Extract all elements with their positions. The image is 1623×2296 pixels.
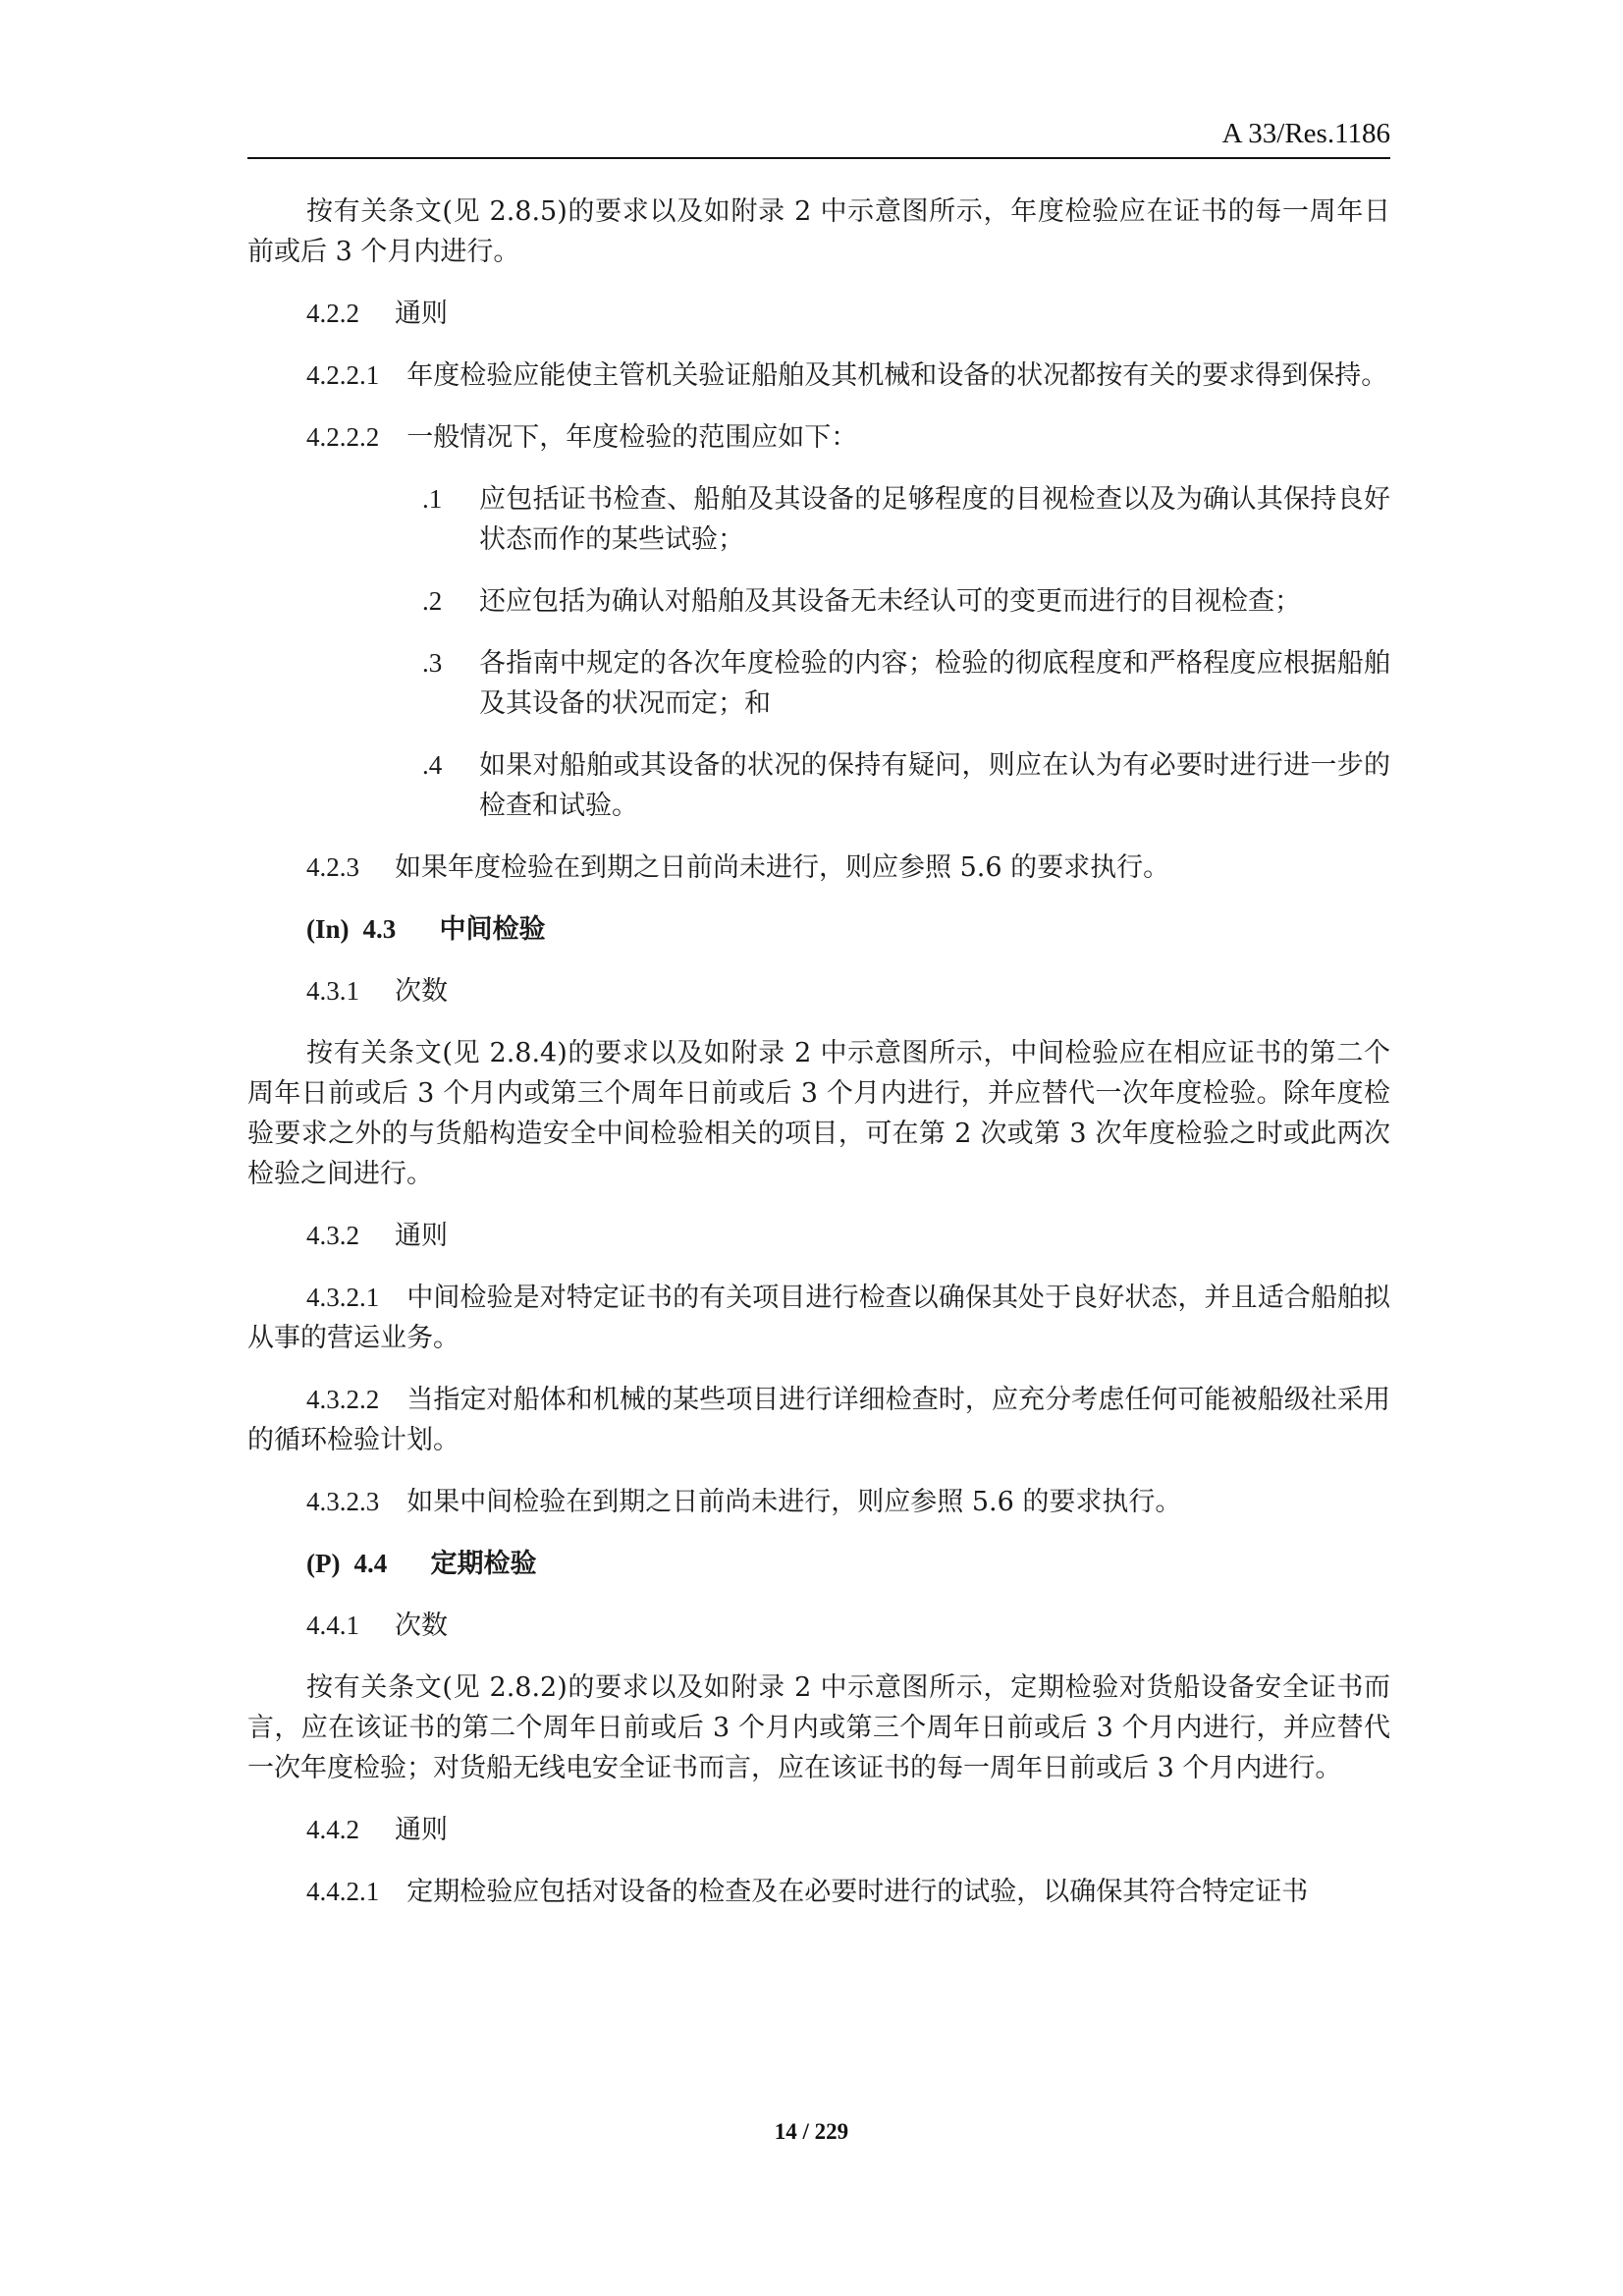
heading-title: 定期检验: [430, 1549, 537, 1579]
paragraph-text: 定期检验应包括对设备的检查及在必要时进行的试验，以确保其符合特定证书: [406, 1877, 1309, 1907]
list-item-marker: .4: [422, 750, 443, 780]
header-rule: [247, 157, 1390, 159]
paragraph-number: 4.2.2.2: [306, 422, 380, 452]
section-number: 4.3.2: [306, 1221, 359, 1250]
list-item-marker: .3: [422, 648, 443, 678]
paragraph-number: 4.3.2.3: [306, 1487, 380, 1516]
section-title: 次数: [395, 976, 448, 1007]
section-4-4-2: [306, 1810, 1390, 1850]
paragraph-4-4-1: 按有关条文(见 2.8.2)的要求以及如附录 2 中示意图所示，定期检验对货船设备安全证书而言，应在该证书的第二个周年日前或后 3 个月内或第三个周年日前或后 3 个月内进行，并应替代一次年度检验；对货船无线电安全证书而言，应在该证书的每一周年日前或后 3 个月内进行。: [247, 1672, 1390, 1783]
heading-number: 4.4: [353, 1549, 388, 1578]
paragraph-4-4-2-1: [247, 1872, 1390, 1912]
paragraph-4-3-1: 按有关条文(见 2.8.4)的要求以及如附录 2 中示意图所示，中间检验应在相应证书的第二个周年日前或后 3 个月内或第三个周年日前或后 3 个月内进行，并应替代一次年度检验。除年度检验要求之外的与货船构造安全中间检验相关的项目，可在第 2 次或第 3 次年度检验之时或此两次检验之间进行。: [247, 1038, 1390, 1189]
section-title: 次数: [395, 1611, 448, 1641]
section-4-3-1: [306, 971, 1390, 1011]
section-number: 4.4.1: [306, 1611, 359, 1640]
heading-tag: (In): [306, 914, 350, 944]
heading-4-4: [306, 1544, 1390, 1584]
paragraph-text: 当指定对船体和机械的某些项目进行详细检查时，应充分考虑任何可能被船级社采用的循环检验计划。: [247, 1385, 1390, 1455]
heading-tag: (P): [306, 1549, 341, 1578]
section-text: 如果年度检验在到期之日前尚未进行，则应参照 5.6 的要求执行。: [395, 852, 1170, 883]
paragraph-4-3-2-1: [247, 1278, 1390, 1358]
paragraph-number: 4.3.2.1: [306, 1283, 380, 1312]
list-item: [247, 745, 1390, 826]
list-item-marker: .1: [422, 484, 443, 514]
list-item-text: 还应包括为确认对船舶及其设备无未经认可的变更而进行的目视检查；: [479, 586, 1301, 617]
paragraph-4-2-2-2: [247, 417, 1390, 458]
section-number: 4.2.2: [306, 299, 359, 328]
page-content: [247, 191, 1390, 1934]
section-4-2-2: [306, 294, 1390, 334]
paragraph-text: 如果中间检验在到期之日前尚未进行，则应参照 5.6 的要求执行。: [406, 1487, 1182, 1517]
heading-title: 中间检验: [439, 914, 546, 945]
paragraph-4-2-2-1: [247, 355, 1390, 396]
section-number: 4.3.1: [306, 976, 359, 1006]
list-item-marker: .2: [422, 586, 443, 616]
list-item: [247, 643, 1390, 724]
section-4-4-1: [306, 1606, 1390, 1646]
paragraph-number: 4.3.2.2: [306, 1385, 380, 1414]
section-4-2-3: [306, 847, 1390, 888]
paragraph-text: 中间检验是对特定证书的有关项目进行检查以确保其处于良好状态，并且适合船舶拟从事的营运业务。: [247, 1283, 1390, 1353]
section-number: 4.2.3: [306, 852, 359, 882]
heading-4-3: [306, 909, 1390, 950]
list-item-text: 如果对船舶或其设备的状况的保持有疑问，则应在认为有必要时进行进一步的检查和试验。: [479, 750, 1390, 821]
paragraph-number: 4.4.2.1: [306, 1877, 380, 1906]
section-title: 通则: [395, 299, 448, 329]
heading-number: 4.3: [362, 914, 397, 944]
list-item: [247, 479, 1390, 560]
paragraph-number: 4.2.2.1: [306, 360, 380, 390]
list-item-text: 各指南中规定的各次年度检验的内容；检验的彻底程度和严格程度应根据船舶及其设备的状况而定；和: [479, 648, 1390, 719]
paragraph-4-3-2-3: [247, 1482, 1390, 1522]
list-item: [247, 581, 1390, 622]
section-title: 通则: [395, 1815, 448, 1845]
section-4-3-2: [306, 1216, 1390, 1256]
section-number: 4.4.2: [306, 1815, 359, 1844]
paragraph-text: 一般情况下，年度检验的范围应如下：: [406, 422, 858, 453]
section-title: 通则: [395, 1221, 448, 1251]
list-item-text: 应包括证书检查、船舶及其设备的足够程度的目视检查以及为确认其保持良好状态而作的某些试验；: [479, 484, 1390, 555]
page-number: 14 / 229: [774, 2119, 849, 2144]
paragraph-4-2-1: 按有关条文(见 2.8.5)的要求以及如附录 2 中示意图所示，年度检验应在证书的每一周年日前或后 3 个月内进行。: [247, 196, 1390, 267]
paragraph-4-3-2-2: [247, 1380, 1390, 1460]
paragraph-text: 年度检验应能使主管机关验证船舶及其机械和设备的状况都按有关的要求得到保持。: [406, 360, 1388, 391]
document-symbol: A 33/Res.1186: [1221, 118, 1390, 149]
